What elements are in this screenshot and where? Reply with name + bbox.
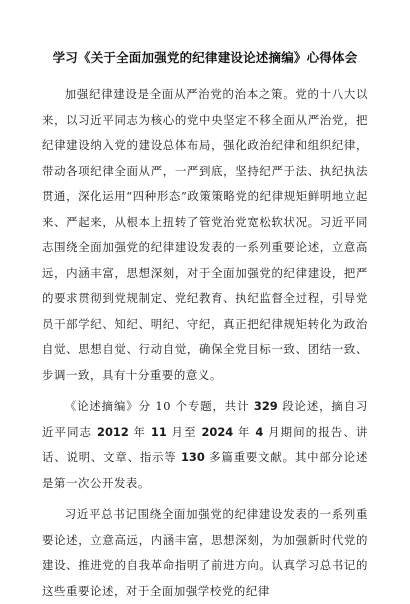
- paragraph-2-number: 11: [150, 424, 167, 439]
- paragraph-1: 加强纪律建设是全面从严治党的治本之策。党的十八大以来，以习近平同志为核心的党中央坚定不移全面从严治党，把纪律建设纳入党的建设总体布局，强化政治纪律和组织纪律，带动各项纪律全面从严，一严到底，坚持纪严于法、执纪执法贯通，深化运用“四种形态”政策策略党的纪律规矩鲜明地立起来、严起来，从根本上扭转了管党治党宽松软状况。习近平同志围绕全面加强党的纪律建设发表的一系列重要论述，立意高远，内涵丰富，思想深刻，对于全面加强党的纪律建设，把严的要求贯彻到党规制定、党纪教育、执纪监督全过程，引导党员干部学纪、知纪、明纪、守纪，真正把纪律规矩转化为政治自觉、思想自觉、行动自觉，确保全党目标一致、团结一致、步调一致，具有十分重要的意义。: [42, 87, 368, 382]
- paragraph-2-text: 段论述，摘自习近平同志: [42, 399, 368, 439]
- paragraph-2: [42, 394, 368, 496]
- paragraph-2-number: 329: [253, 399, 278, 413]
- paragraph-2-text: 多篇重要文献。其中部分论述是第一次公开发表。: [42, 450, 368, 490]
- paragraph-2-number: 130: [181, 450, 205, 464]
- paragraph-2-text: 《论述摘编》分 10 个专题，共计: [64, 399, 254, 413]
- paragraph-2-text: 年: [128, 424, 151, 439]
- document-title: 学习《关于全面加强党的纪律建设论述摘编》心得体会: [52, 50, 358, 65]
- paragraph-2-number: 2012: [97, 424, 129, 439]
- paragraph-2-number: 4: [255, 424, 264, 439]
- paragraph-2-text: 月期间的报告、讲话、说明、文章、指示等: [42, 424, 368, 464]
- paragraph-2-text: 年: [233, 424, 256, 439]
- paragraph-2-number: 2024: [201, 424, 234, 439]
- paragraph-2-text: 月至: [166, 424, 202, 439]
- paragraph-3: 习近平总书记围绕全面加强党的纪律建设发表的一系列重要论述，立意高远，内涵丰富，思想深刻，为加强新时代党的建设、推进党的自我革命指明了前进方向。认真学习总书记的这些重要论述，对于全面加强学校党的纪律: [42, 507, 368, 598]
